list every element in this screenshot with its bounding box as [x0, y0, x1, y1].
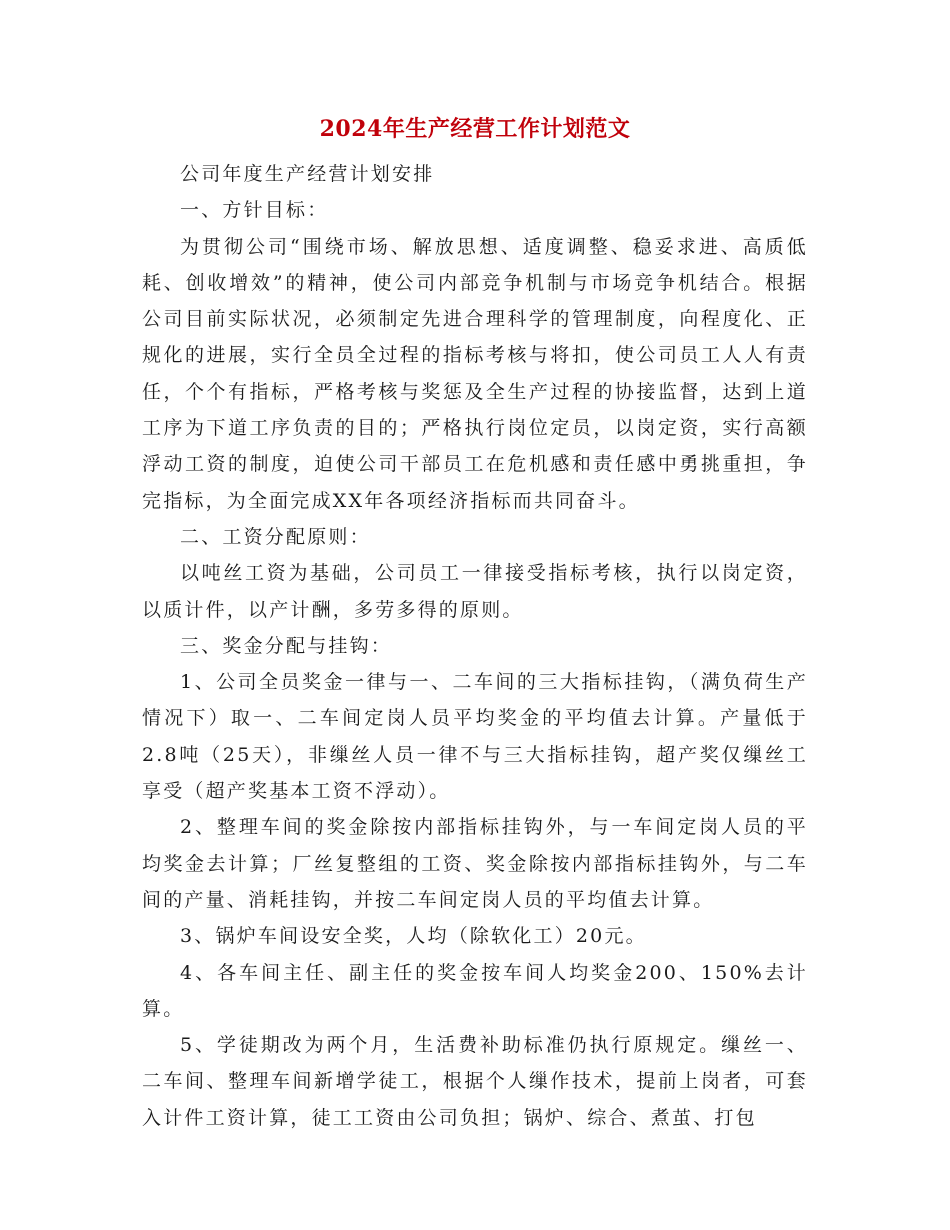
paragraph-heading-plan: 公司年度生产经营计划安排	[180, 163, 435, 185]
document-title: 2024年生产经营工作计划范文	[319, 116, 631, 142]
paragraph-section-1-body: 为贯彻公司“围绕市场、解放思想、适度调整、稳妥求进、高质低耗、创收增效”的精神，使公司内部竞争机制与市场竞争机结合。根据公司目前实际状况，必须制定先进合理科学的管理制度，向程度化、正规化的进展，实行全员全过程的指标考核与将扣，使公司员工人人有责任，个个有指标，严格考核与奖惩及全生产过程的协接监督，达到上道工序为下道工序负责的目的；严格执行岗位定员，以岗定资，实行高额浮动工资的制度，迫使公司干部员工在危机感和责任感中勇挑重担，争完指标，为全面完成XX年各项经济指标而共同奋斗。	[142, 235, 808, 512]
paragraph-item-5: 5、学徒期改为两个月，生活费补助标准仍执行原规定。缫丝一、二车间、整理车间新增学徒工，根据个人缫作技术，提前上岗者，可套入计件工资计算，徒工工资由公司负担；锅炉、综合、煮茧、打包	[142, 1034, 808, 1129]
paragraph-item-1: 1、公司全员奖金一律与一、二车间的三大指标挂钩，（满负荷生产情况下）取一、二车间定岗人员平均奖金的平均值去计算。产量低于2.8吨（25天），非缫丝人员一律不与三大指标挂钩，超产奖仅缫丝工享受（超产奖基本工资不浮动）。	[142, 671, 808, 803]
paragraph-item-2: 2、整理车间的奖金除按内部指标挂钩外，与一车间定岗人员的平均奖金去计算；厂丝复整组的工资、奖金除按内部指标挂钩外，与二车间的产量、消耗挂钩，并按二车间定岗人员的平均值去计算。	[142, 816, 808, 911]
paragraph-section-2-body: 以吨丝工资为基础，公司员工一律接受指标考核，执行以岗定资，以质计件，以产计酬，多劳多得的原则。	[142, 562, 808, 621]
document-body	[142, 156, 808, 1136]
paragraph-section-2-heading: 二、工资分配原则：	[180, 525, 371, 548]
paragraph-section-1-heading: 一、方针目标：	[180, 199, 329, 222]
paragraph-item-4: 4、各车间主任、副主任的奖金按车间人均奖金200、150%去计算。	[142, 961, 808, 1020]
paragraph-section-3-heading: 三、奖金分配与挂钩：	[180, 634, 393, 657]
paragraph-item-3: 3、锅炉车间设安全奖，人均（除软化工）20元。	[180, 925, 647, 948]
